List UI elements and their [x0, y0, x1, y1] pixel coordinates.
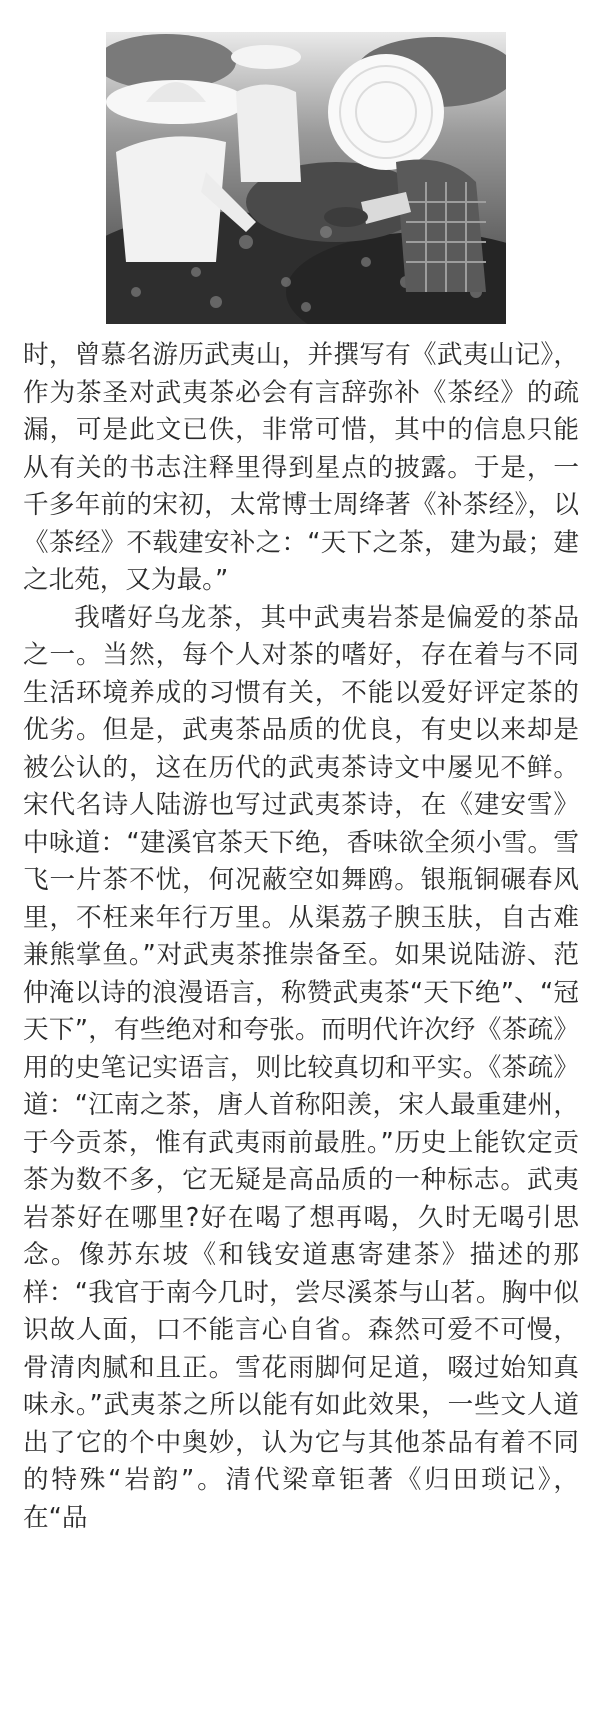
tea-picking-photo [106, 32, 506, 324]
tea-picking-photo-icon [106, 32, 506, 324]
article-paragraph: 我嗜好乌龙茶，其中武夷岩茶是偏爱的茶品之一。当然，每个人对茶的嗜好，存在着与不同生活环境养成的习惯有关，不能以爱好评定茶的优劣。但是，武夷茶品质的优良，有史以来却是被公认的，这在历代的武夷茶诗文中屡见不鲜。宋代名诗人陆游也写过武夷茶诗，在《建安雪》中咏道：“建溪官茶天下绝，香味欲全须小雪。雪飞一片茶不忧，何况蔽空如舞鸥。银瓶铜碾春风里，不枉来年行万里。从渠荔子腴玉肤，自古难兼熊掌鱼。”对武夷茶推崇备至。如果说陆游、范仲淹以诗的浪漫语言，称赞武夷茶“天下绝”、“冠天下”，有些绝对和夸张。而明代许次纾《茶疏》用的史笔记实语言，则比较真切和平实。《茶疏》道：“江南之茶，唐人首称阳羡，宋人最重建州，于今贡茶，惟有武夷雨前最胜。”历史上能钦定贡茶为数不多，它无疑是高品质的一种标志。武夷岩茶好在哪里?好在喝了想再喝，久时无喝引思念。像苏东坡《和钱安道惠寄建茶》描述的那样：“我官于南今几时，尝尽溪茶与山茗。胸中似识故人面，口不能言心自省。森然可爱不可慢，骨清肉腻和且正。雪花雨脚何足道，啜过始知真味永。”武夷茶之所以能有如此效果，一些文人道出了它的个中奥妙，认为它与其他茶品有着不同的特殊“岩韵”。清代梁章钜著《归田琐记》，在“品 [23, 602, 579, 1533]
article-body [23, 337, 579, 1537]
article-paragraph: 时，曾慕名游历武夷山，并撰写有《武夷山记》，作为茶圣对武夷茶必会有言辞弥补《茶经》的疏漏，可是此文已佚，非常可惜，其中的信息只能从有关的书志注释里得到星点的披露。于是，一千多年前的宋初，太常博士周绛著《补茶经》，以《茶经》不载建安补之：“天下之茶，建为最；建之北苑，又为最。” [23, 340, 579, 595]
